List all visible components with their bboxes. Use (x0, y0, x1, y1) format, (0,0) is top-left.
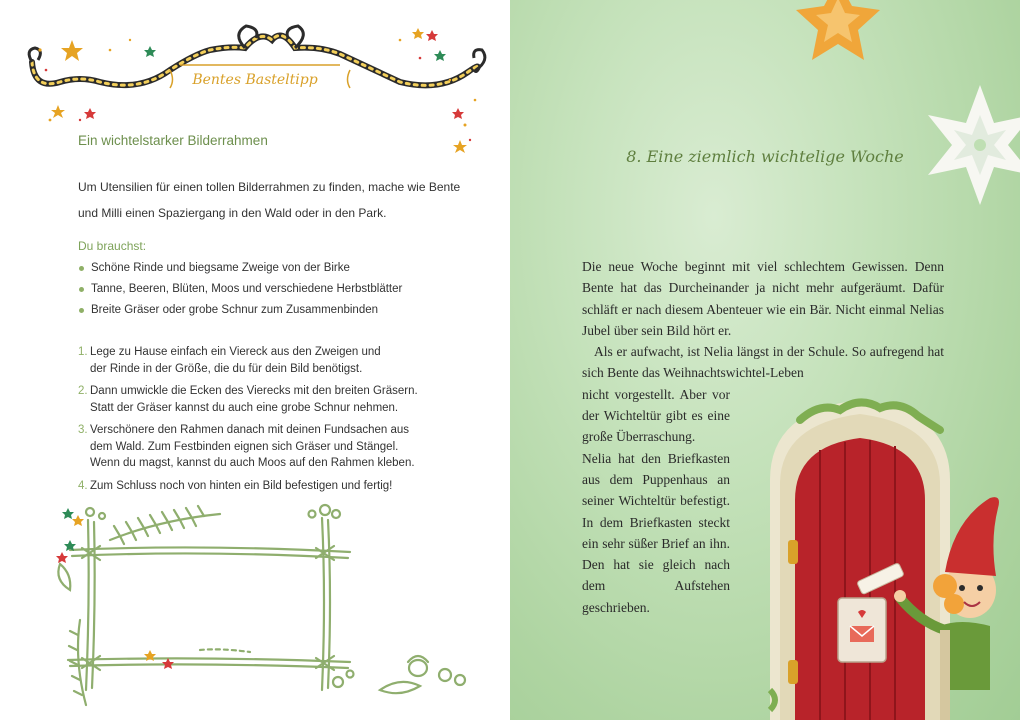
paper-stars-decoration (740, 0, 1020, 250)
step-text (90, 344, 478, 377)
list-item: Breite Gräser oder grobe Schnur zum Zusammenbinden (78, 300, 478, 321)
step-number: 1. (78, 346, 88, 358)
story-paragraph: Nelia hat den Briefkasten aus dem Puppenhaus an seiner Wichteltür befestigt. In dem Briefkasten steckt ein sehr süßer Brief an ihn. Den hat sie gleich nach dem Aufstehen geschrieben. (582, 450, 730, 615)
craft-title: Ein wichtelstarker Bilderrahmen (78, 133, 268, 148)
step-line: Verschönere den Rahmen danach mit deinen Fundsachen aus (90, 424, 410, 436)
step-line: der Rinde in der Größe, die du für dein Bild benötigst. (90, 362, 363, 375)
step-number: 3. (78, 424, 88, 436)
step-text (90, 383, 478, 416)
step-number: 2. (78, 385, 88, 397)
step-number: 4. (78, 479, 88, 492)
step-text (90, 422, 478, 472)
step-line: Lege zu Hause einfach ein Viereck aus den Zweigen und (90, 346, 381, 358)
step-line: Statt der Gräser kannst du auch eine grobe Schnur nehmen. (90, 401, 399, 414)
story-paragraph: Die neue Woche beginnt mit viel schlechtem Gewissen. Denn Bente hat das Durcheinander ja nicht mehr aufgeräumt. Dafür schläft er nach diesem Abenteuer wie ein Bär. Nicht einmal Nelias Jubel über sein Bild hört er. (582, 259, 944, 338)
list-item: Schöne Rinde und biegsame Zweige von der Birke (78, 258, 478, 279)
step-line: Zum Schluss noch von hinten ein Bild befestigen und fertig! (90, 479, 393, 492)
story-paragraph: nicht vorgestellt. Aber vor der Wichteltür gibt es eine große Überraschung. (582, 386, 730, 445)
story-paragraph: Als er aufwacht, ist Nelia längst in der Schule. So aufregend hat sich Bente das Weihnachtswichtel-Leben (582, 344, 944, 381)
intro-paragraph: Um Utensilien für einen tollen Bilderrahmen zu finden, mache wie Bente und Milli einen Spaziergang in den Wald oder in den Park. (78, 180, 461, 220)
step-line: Wenn du magst, kannst du auch Moos auf den Rahmen kleben. (90, 457, 415, 469)
step-text (90, 478, 478, 495)
needs-list (78, 258, 478, 321)
step-line: dem Wald. Zum Festbinden eignen sich Gräser und Stängel. (90, 440, 399, 453)
step-item (78, 344, 478, 377)
steps-list (78, 344, 478, 500)
chapter-title: 8. Eine ziemlich wichtelige Woche (626, 147, 904, 166)
twig-frame-illustration (50, 500, 470, 715)
step-item (78, 383, 478, 416)
list-item: Tanne, Beeren, Blüten, Moos und verschiedene Herbstblätter (78, 279, 478, 300)
step-line: Dann umwickle die Ecken des Vierecks mit den breiten Gräsern. (90, 385, 418, 397)
banner-title: Bentes Basteltipp (192, 72, 318, 88)
step-item (78, 478, 478, 495)
step-item (78, 422, 478, 472)
gnome-door-illustration (740, 390, 1020, 720)
needs-heading: Du brauchst: (78, 239, 147, 253)
right-page (510, 0, 1020, 720)
